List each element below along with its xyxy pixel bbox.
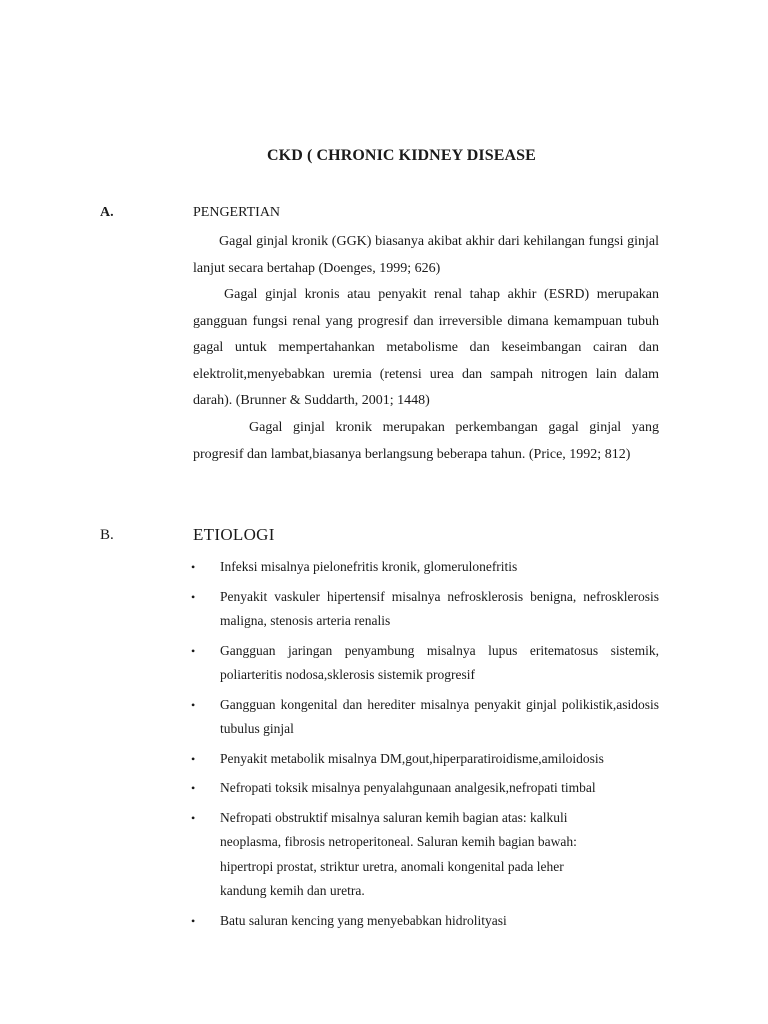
list-item xyxy=(191,806,659,904)
list-item xyxy=(191,693,659,742)
bullet-icon: • xyxy=(191,560,196,574)
bullet-icon: • xyxy=(191,810,196,825)
bullet-icon: • xyxy=(191,751,196,766)
bullet-icon: • xyxy=(191,643,196,658)
bullet-icon: • xyxy=(191,913,196,928)
list-item xyxy=(191,909,659,934)
section-b-heading: ETIOLOGI xyxy=(193,525,275,544)
bullet-icon: • xyxy=(191,589,196,604)
definition-paragraph-1: Gagal ginjal kronik (GGK) biasanya akibat akhir dari kehilangan fungsi ginjal lanjut secara bertahap (Doenges, 1999; 626) xyxy=(193,234,659,276)
list-item xyxy=(191,776,659,801)
section-a-heading: PENGERTIAN xyxy=(193,205,281,220)
list-item-text: Penyakit metabolik misalnya DM,gout,hiperparatiroidisme,amiloidosis xyxy=(220,750,604,766)
section-b-letter: B. xyxy=(100,527,114,543)
list-item-text: Nefropati obstruktif misalnya saluran kemih bagian atas: kalkuli neoplasma, fibrosis netroperitoneal. Saluran kemih bagian bawah: hipertropi prostat, striktur uretra, anomali kongenital pada leher kandung kemih dan uretra. xyxy=(220,809,577,898)
list-item-text: Gangguan kongenital dan herediter misalnya penyakit ginjal polikistik,asidosis tubulus ginjal xyxy=(220,696,659,736)
list-item xyxy=(191,585,659,634)
section-a-letter: A. xyxy=(100,205,114,220)
list-item-text: Nefropati toksik misalnya penyalahgunaan analgesik,nefropati timbal xyxy=(220,780,596,795)
list-item-text: Penyakit vaskuler hipertensif misalnya nefrosklerosis benigna, nefrosklerosis maligna, stenosis arteria renalis xyxy=(220,588,659,628)
bullet-icon: • xyxy=(191,781,196,795)
list-item xyxy=(191,747,659,772)
definition-paragraph-2: Gagal ginjal kronis atau penyakit renal tahap akhir (ESRD) merupakan gangguan fungsi renal yang progresif dan irreversible dimana kemampuan tubuh gagal untuk mempertahankan metabolisme dan keseimbangan cairan dan elektrolit,menyebabkan uremia (retensi urea dan sampah nitrogen lain dalam darah). (Brunner & Suddarth, 2001; 1448) xyxy=(193,287,659,408)
definition-paragraph-3: Gagal ginjal kronik merupakan perkembangan gagal ginjal yang progresif dan lambat,biasanya berlangsung beberapa tahun. (Price, 1992; 812) xyxy=(193,420,659,462)
list-item-text: Batu saluran kencing yang menyebabkan hidrolityasi xyxy=(220,912,507,928)
list-item-text: Infeksi misalnya pielonefritis kronik, glomerulonefritis xyxy=(220,559,518,574)
list-item xyxy=(191,639,659,688)
list-item-text: Gangguan jaringan penyambung misalnya lupus eritematosus sistemik, poliarteritis nodosa,sklerosis sistemik progresif xyxy=(220,642,659,682)
bullet-icon: • xyxy=(191,697,196,712)
etiology-list xyxy=(191,555,659,938)
document-title: CKD ( CHRONIC KIDNEY DISEASE xyxy=(267,147,536,164)
list-item xyxy=(191,555,659,580)
